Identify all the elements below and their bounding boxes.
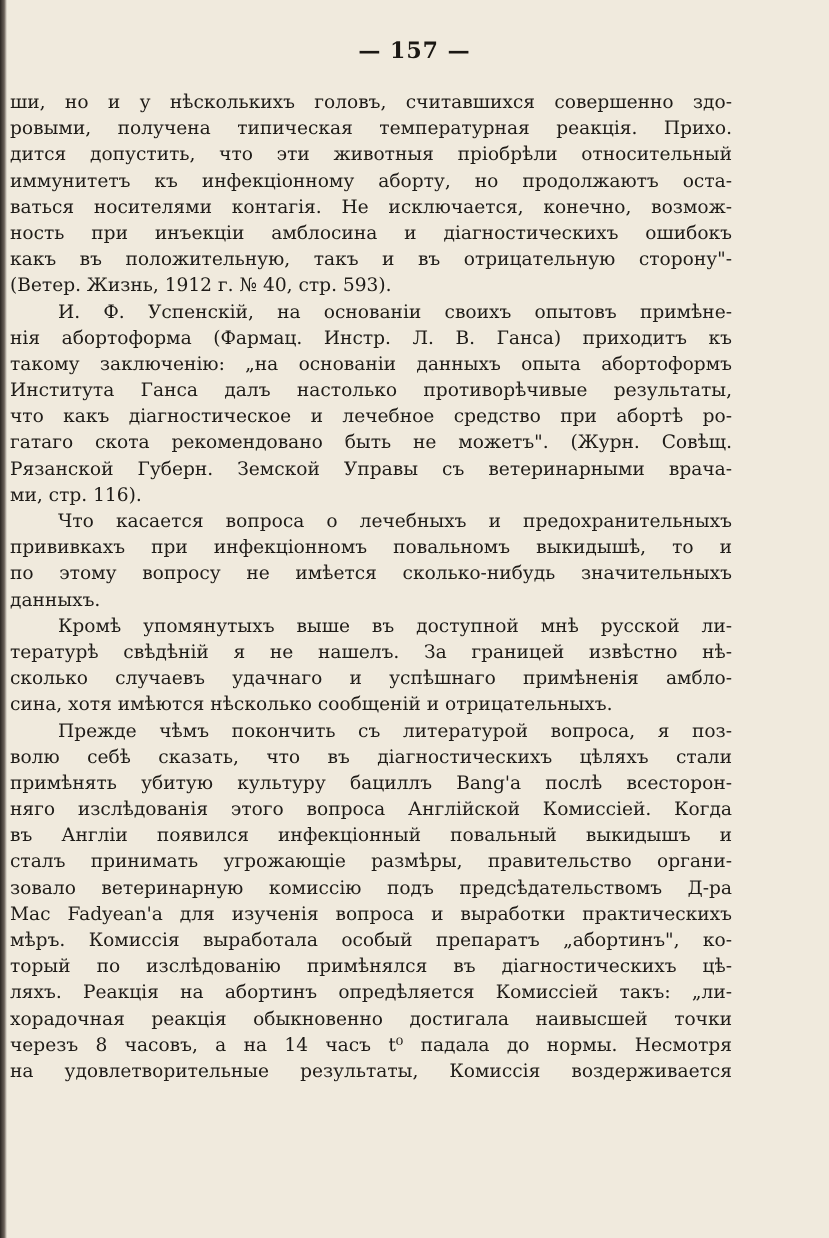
- text-line: мѣръ. Комиссія выработала особый препаратъ „абортинъ", ко-: [10, 930, 732, 951]
- text-line: торый по изслѣдованію примѣнялся въ діагностическихъ цѣ-: [10, 956, 732, 978]
- text-line: прививкахъ при инфекціонномъ повальномъ выкидышѣ, то и: [10, 537, 732, 559]
- text-line: ми, стр. 116).: [10, 484, 142, 506]
- text-line: Что касается вопроса о лечебныхъ и предохранительныхъ: [58, 511, 732, 532]
- text-line: дится допустить, что эти животныя пріобрѣли относительный: [10, 144, 732, 166]
- text-line: хорадочная реакція обыкновенно достигала наивысшей точки: [10, 1008, 732, 1030]
- page-number: — 157 —: [358, 38, 471, 64]
- text-line: ляхъ. Реакція на абортинъ опредѣляется Комиссіей такъ: „ли-: [10, 982, 732, 1004]
- text-line: ность при инъекціи амблосина и діагностическихъ ошибокъ: [10, 222, 732, 244]
- text-line: сколько случаевъ удачнаго и успѣшнаго примѣненія амбло-: [10, 668, 732, 690]
- text-line: Рязанской Губерн. Земской Управы съ ветеринарными врача-: [10, 458, 732, 480]
- body-text: [10, 90, 732, 1085]
- text-line: Mac Fadyean'а для изученія вопроса и выработки практическихъ: [10, 903, 732, 925]
- text-line: такому заключенію: „на основаніи данныхъ опыта абортоформъ: [10, 353, 732, 375]
- text-line: зовало ветеринарную комиссію подъ предсѣдательствомъ Д-ра: [10, 877, 732, 899]
- text-line: (Ветер. Жизнь, 1912 г. № 40, стр. 593).: [10, 275, 392, 297]
- page-binding-edge: [0, 0, 7, 1238]
- text-line: что какъ діагностическое и лечебное средство при абортѣ ро-: [10, 406, 732, 428]
- text-line: И. Ф. Успенскій, на основаніи своихъ опытовъ примѣне-: [58, 301, 732, 323]
- text-line: сина, хотя имѣются нѣсколько сообщеній и отрицательныхъ.: [10, 694, 613, 716]
- text-line: въ Англіи появился инфекціонный повальный выкидышъ и: [10, 825, 732, 847]
- text-line: гатаго скота рекомендовано быть не можетъ". (Журн. Совѣщ.: [10, 432, 732, 454]
- text-line: ваться носителями контагія. Не исключается, конечно, возмож-: [10, 196, 732, 218]
- text-line: Кромѣ упомянутыхъ выше въ доступной мнѣ русской ли-: [58, 615, 732, 637]
- text-line: черезъ 8 часовъ, а на 14 часъ t⁰ падала до нормы. Несмотря: [10, 1034, 732, 1056]
- text-line: ши, но и у нѣсколькихъ головъ, считавшихся совершенно здо-: [10, 92, 732, 113]
- text-line: сталъ принимать угрожающіе размѣры, правительство органи-: [10, 851, 732, 873]
- text-line: Института Ганса далъ настолько противорѣчивые результаты,: [10, 380, 732, 402]
- text-line: нія абортоформа (Фармац. Инстр. Л. В. Ганса) приходитъ къ: [10, 327, 732, 349]
- text-line: какъ въ положительную, такъ и въ отрицательную сторону"-: [10, 249, 732, 271]
- text-line: Прежде чѣмъ покончить съ литературой вопроса, я поз-: [58, 720, 732, 742]
- text-line: по этому вопросу не имѣется сколько-нибудь значительныхъ: [10, 563, 732, 585]
- text-line: ровыми, получена типическая температурная реакція. Прихо.: [10, 118, 732, 140]
- text-line: данныхъ.: [10, 589, 101, 611]
- text-line: няго изслѣдованія этого вопроса Англійской Комиссіей. Когда: [10, 799, 732, 821]
- text-line: тературѣ свѣдѣній я не нашелъ. За границей извѣстно нѣ-: [10, 641, 732, 663]
- text-line: примѣнять убитую культуру бациллъ Bang'a послѣ всесторон-: [10, 772, 732, 794]
- text-line: на удовлетворительные результаты, Комиссія воздерживается: [10, 1060, 732, 1082]
- text-line: иммунитетъ къ инфекціонному аборту, но продолжаютъ оста-: [10, 170, 732, 192]
- text-line: волю себѣ сказать, что въ діагностическихъ цѣляхъ стали: [10, 746, 732, 768]
